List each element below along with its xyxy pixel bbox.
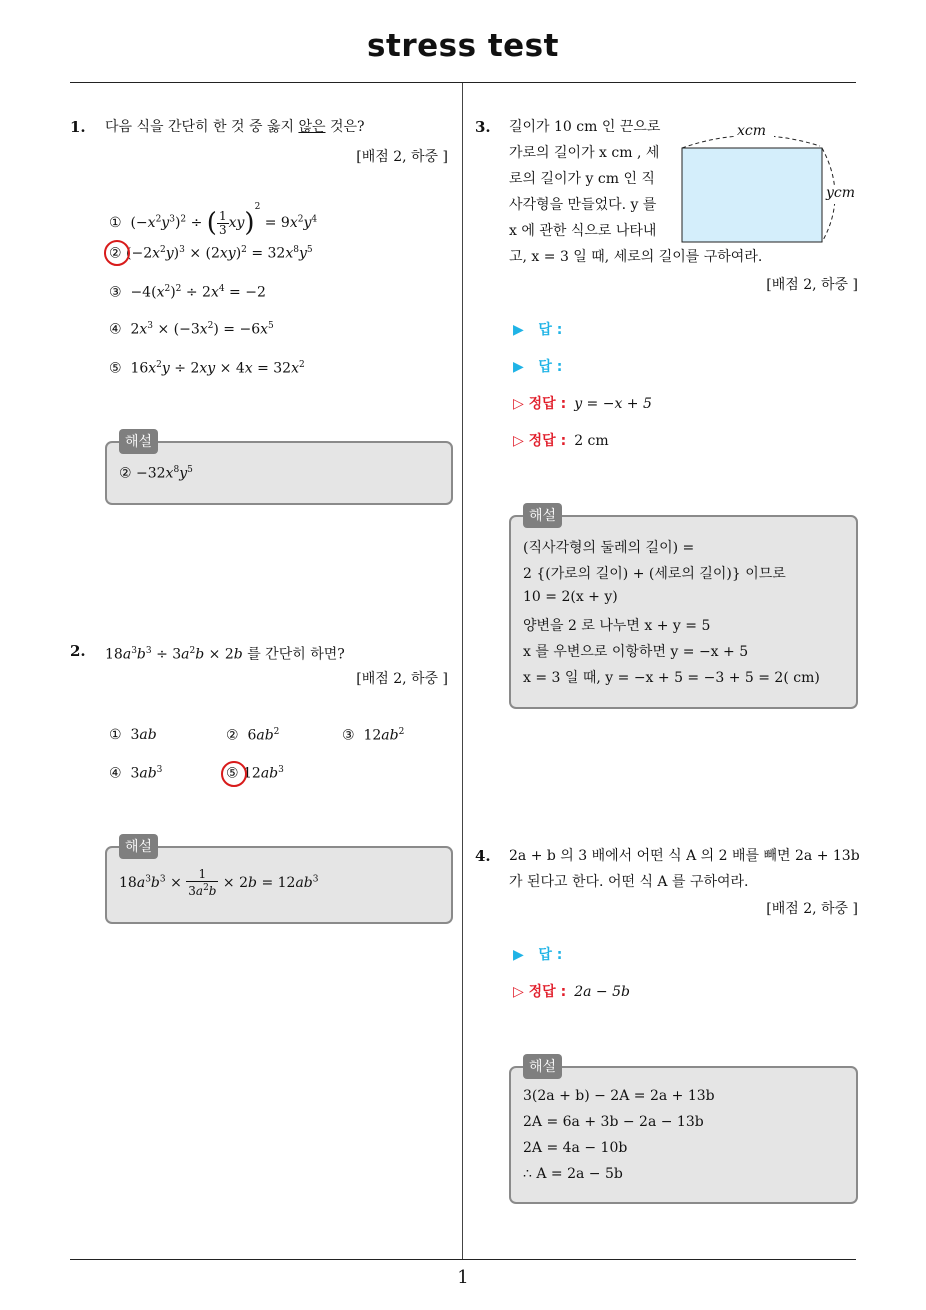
blue-play-icon: ▶ — [513, 947, 524, 963]
q4-correct-1-value: 2a − 5b — [574, 984, 630, 1000]
q1-option-1[interactable]: ① $(-x^2y^3)^2$ ÷ ( $\frac{1}{3}$ $xy)^2 = 9x^2y^4$ — [109, 202, 318, 238]
q4-explain-line-2: 2A = 6a + 3b − 2a − 13b — [523, 1114, 704, 1130]
footer-rule — [70, 1259, 856, 1260]
q2-score: [배점 2, 하중 ] — [356, 671, 448, 687]
q4-answer-1-label: 답 : — [538, 947, 563, 963]
red-triangle-outline-icon: ▷ — [513, 396, 524, 412]
red-triangle-outline-icon: ▷ — [513, 984, 524, 1000]
q1-option-3[interactable]: ③ $-4(x^2)^2 \div 2x^4 = -2$ — [109, 284, 266, 301]
q3-explain-line-4: 양변을 2 로 나누면 x + y = 5 — [523, 618, 711, 634]
q1-number: 1. — [70, 118, 86, 136]
q3-explain-line-3: 10 = 2(x + y) — [523, 589, 618, 605]
q3-answer-1-label: 답 : — [538, 322, 563, 338]
q3-correct-2-label: 정답 : — [528, 433, 567, 449]
q2-explanation-box — [105, 846, 453, 924]
q3-answer-2[interactable] — [513, 356, 562, 376]
q3-line-5: x 에 관한 식으로 나타내 — [509, 223, 657, 239]
q3-correct-1-label: 정답 : — [528, 396, 567, 412]
q1-option-2[interactable]: ② $(-2x^2y)^3 \times (2xy)^2 = 32x^8y^5$ — [109, 245, 313, 262]
q3-line-4: 사각형을 만들었다. y 를 — [509, 197, 657, 213]
blue-play-icon: ▶ — [513, 322, 524, 338]
q1-text-rendered: 다음 식을 간단히 한 것 중 옳지 않은 것은? — [105, 119, 365, 135]
column-divider — [462, 83, 463, 1259]
q1-explanation-text: ② $-32x^8y^5$ — [119, 465, 193, 482]
page-number: 1 — [457, 1267, 469, 1288]
q4-explain-line-4: ∴ A = 2a − 5b — [523, 1166, 623, 1182]
q3-explanation-tag: 해설 — [523, 503, 562, 528]
q3-width-label: xcm — [737, 123, 767, 139]
q4-explain-line-1: 3(2a + b) − 2A = 2a + 13b — [523, 1088, 715, 1104]
q3-correct-1-value: y = −x + 5 — [574, 396, 652, 412]
q3-rectangle — [682, 148, 822, 242]
q3-height-label: ycm — [826, 185, 856, 201]
q3-number: 3. — [475, 118, 491, 136]
q2-option-1[interactable]: ① 3ab — [109, 727, 157, 743]
q4-correct-1-label: 정답 : — [528, 984, 567, 1000]
q1-text — [105, 114, 365, 140]
q2-option-3[interactable]: ③ $12ab^2$ — [342, 727, 405, 744]
q2-text: $18a^3b^3 \div 3a^2b \times 2b$ 를 간단히 하면? — [105, 646, 345, 663]
q1-option-4[interactable]: ④ $2x^3 \times (-3x^2) = -6x^5$ — [109, 321, 274, 338]
q4-explanation-box — [509, 1066, 858, 1204]
q3-explain-line-5: x 를 우변으로 이항하면 y = −x + 5 — [523, 644, 749, 660]
q2-option-5[interactable]: ⑤ $12ab^3$ — [226, 765, 284, 782]
q1-correct-mark — [104, 240, 130, 266]
q4-score: [배점 2, 하중 ] — [766, 901, 858, 917]
q3-line-6: 고, x = 3 일 때, 세로의 길이를 구하여라. — [509, 249, 763, 265]
q4-line-2: 가 된다고 한다. 어떤 식 A 를 구하여라. — [509, 874, 749, 890]
q2-explanation-tag: 해설 — [119, 834, 158, 859]
q4-answer-1[interactable] — [513, 944, 562, 964]
q1-explanation-tag: 해설 — [119, 429, 158, 454]
q3-explain-line-2: 2 {(가로의 길이) + (세로의 길이)} 이므로 — [523, 566, 786, 582]
q3-explain-line-1: (직사각형의 둘레의 길이) = — [523, 540, 695, 556]
q3-line-1: 길이가 10 cm 인 끈으로 — [509, 119, 661, 135]
q3-correct-2-value: 2 cm — [574, 433, 609, 449]
q4-line-1: 2a + b 의 3 배에서 어떤 식 A 의 2 배를 빼면 2a + 13b — [509, 848, 860, 864]
red-triangle-outline-icon: ▷ — [513, 433, 524, 449]
q1-score: [배점 2, 하중 ] — [356, 149, 448, 165]
q3-line-2: 가로의 길이가 x cm , 세 — [509, 145, 660, 161]
q4-explanation-tag: 해설 — [523, 1054, 562, 1079]
header-rule — [70, 82, 856, 83]
q3-explain-line-6: x = 3 일 때, y = −x + 5 = −3 + 5 = 2( cm) — [523, 670, 820, 686]
q2-explanation-text: $18a^3b^3$ × $\frac{1}{3a^2b}$ × $2b = 12ab^3$ — [119, 867, 319, 898]
q1-option-5[interactable]: ⑤ $16x^2y \div 2xy \times 4x = 32x^2$ — [109, 360, 305, 377]
q3-correct-2 — [513, 430, 609, 450]
q2-option-2[interactable]: ② $6ab^2$ — [226, 727, 280, 744]
q4-text — [509, 843, 861, 895]
q4-explain-line-3: 2A = 4a − 10b — [523, 1140, 628, 1156]
q3-correct-1 — [513, 393, 652, 413]
q3-line-3: 로의 길이가 y cm 인 직 — [509, 171, 655, 187]
q2-number: 2. — [70, 642, 86, 660]
q3-score: [배점 2, 하중 ] — [766, 277, 858, 293]
q2-correct-mark — [221, 761, 247, 787]
page-title: stress test — [367, 28, 559, 64]
q3-answer-1[interactable] — [513, 319, 562, 339]
blue-play-icon: ▶ — [513, 359, 524, 375]
q3-explanation-box — [509, 515, 858, 709]
q4-correct-1 — [513, 981, 630, 1001]
q4-number: 4. — [475, 847, 491, 865]
q2-option-4[interactable]: ④ $3ab^3$ — [109, 765, 163, 782]
q3-answer-2-label: 답 : — [538, 359, 563, 375]
